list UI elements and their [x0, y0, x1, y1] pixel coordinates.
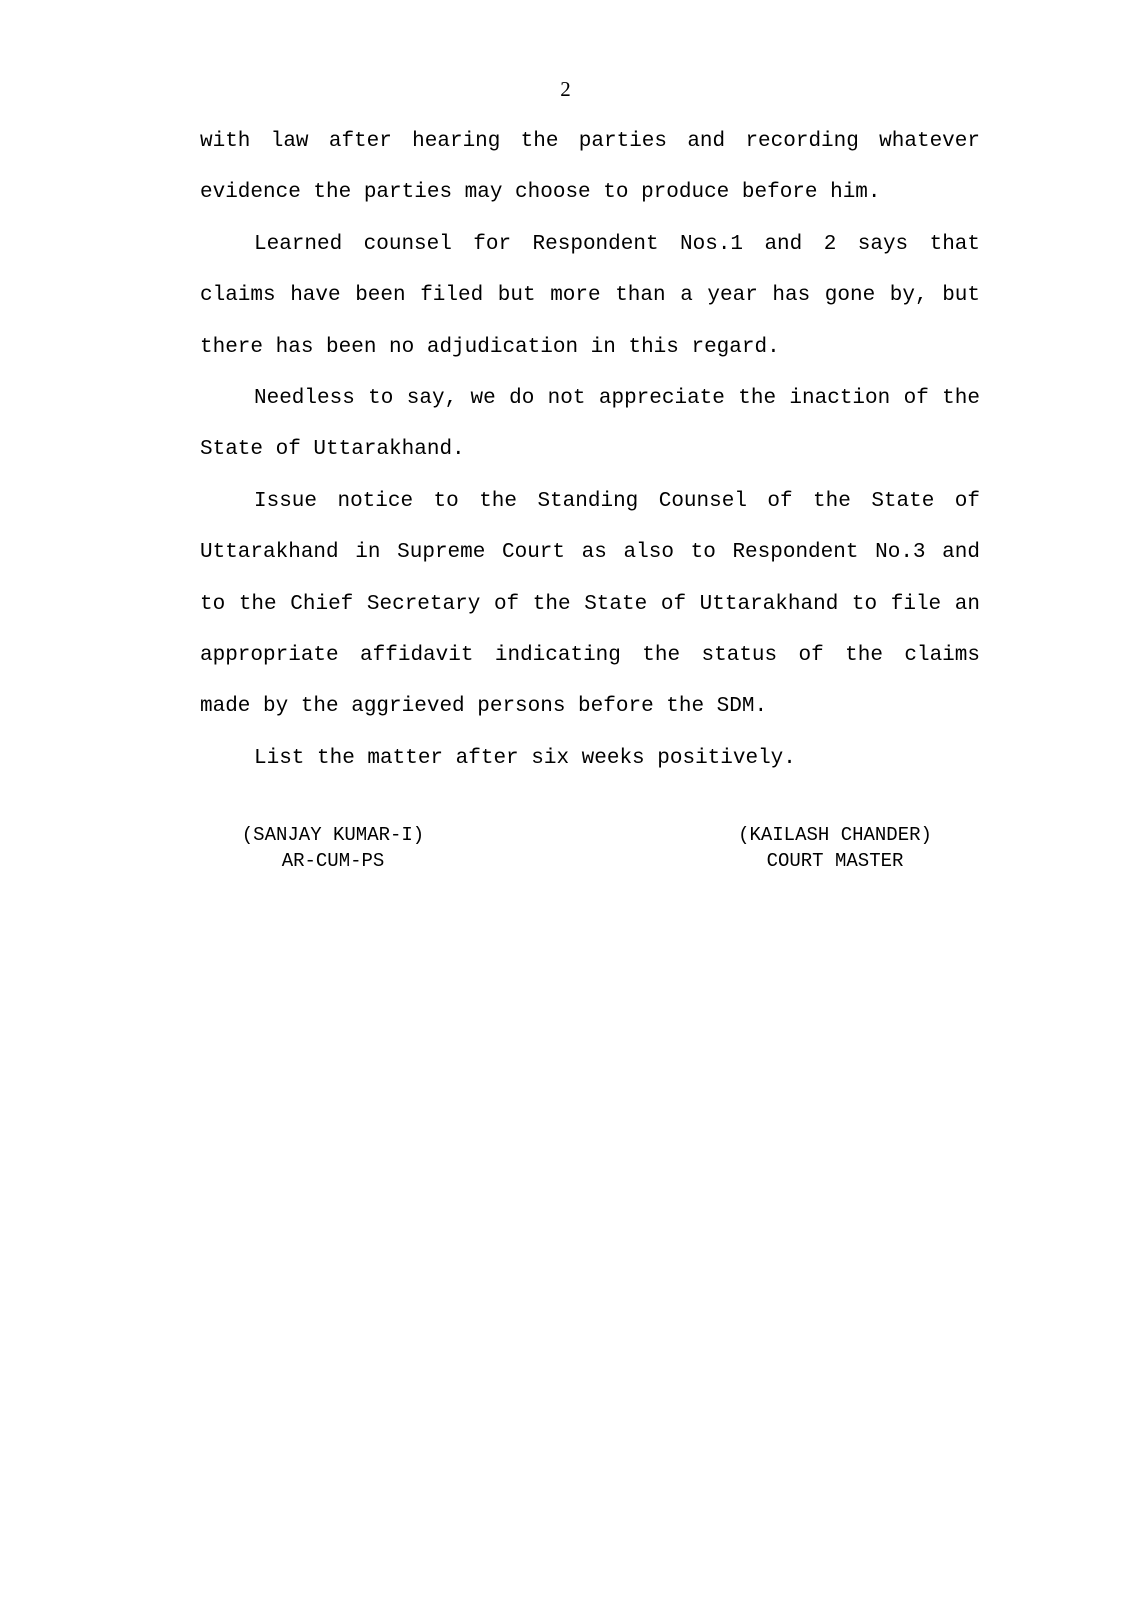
signature-right [722, 822, 948, 874]
paragraph-counsel-submission: Learned counsel for Respondent Nos.1 and 2 says that claims have been filed but more than a year has gone by, but there has been no adjudication in this regard. [200, 232, 980, 359]
signatory-role-left: AR-CUM-PS [281, 850, 385, 872]
signatory-name-right: (KAILASH CHANDER) [738, 824, 932, 846]
page-number: 2 [560, 77, 571, 101]
paragraph-inaction: Needless to say, we do not appreciate the inaction of the State of Uttarakhand. [200, 387, 980, 462]
paragraph-issue-notice: Issue notice to the Standing Counsel of the State of Uttarakhand in Supreme Court as also to Respondent No.3 and to the Chief Secretary of the State of Uttarakhand to file an appropriate affidavit indicating the status of the claims made by the aggrieved persons before the SDM. [200, 489, 980, 719]
order-body [200, 116, 980, 784]
paragraph-continuation: with law after hearing the parties and recording whatever evidence the parties may choose to produce before him. [200, 130, 980, 205]
signatory-name-left: (SANJAY KUMAR-I) [241, 824, 425, 846]
signatory-role-right: COURT MASTER [766, 850, 904, 872]
signature-left [228, 822, 438, 874]
paragraph-listing: List the matter after six weeks positively. [254, 746, 796, 770]
